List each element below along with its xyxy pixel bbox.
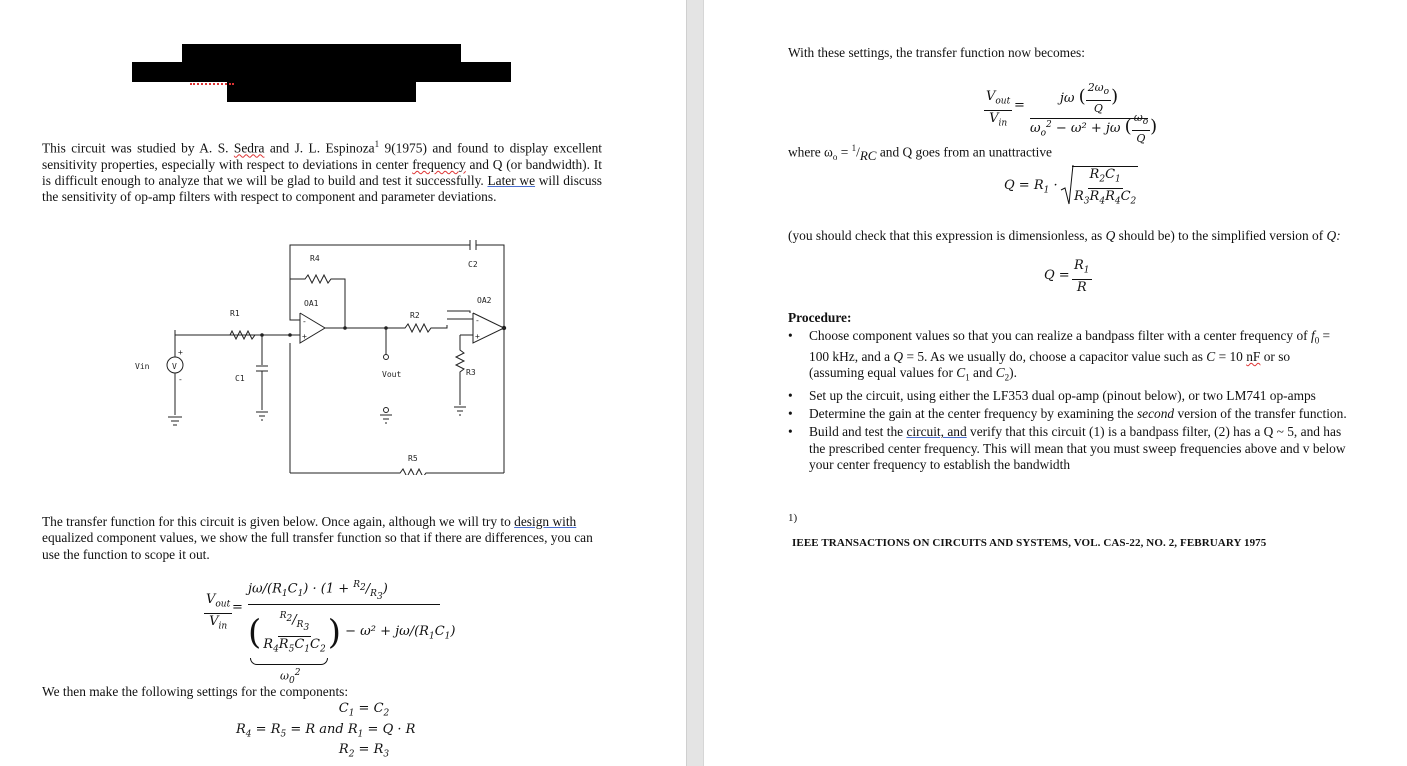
label-oa1-plus: +: [302, 332, 307, 341]
label-oa2: OA2: [477, 296, 492, 305]
label-c2: C2: [468, 260, 478, 269]
label-r5: R5: [408, 454, 418, 463]
junction-dot: [502, 326, 506, 330]
label-r4: R4: [310, 254, 320, 263]
ground-symbol-vout: [380, 415, 392, 423]
junction-dot: [260, 333, 264, 337]
transfer-paragraph: The transfer function for this circuit is given below. Once again, although we will try to design with equalized component values, we show the full transfer function so that if there are differences, you can use the function to scope it out.: [42, 514, 593, 562]
wire-oa2-feedback: [447, 311, 470, 313]
junction-dot: [384, 326, 388, 330]
label-vin-plus: +: [178, 348, 183, 357]
settings-lead: With these settings, the transfer function now becomes:: [788, 45, 1085, 60]
list-item: • Determine the gain at the center frequency by examining the second version of the transfer function.: [788, 406, 1347, 422]
dimensionless-check: (you should check that this expression is dimensionless, as Q should be) to the simplified version of Q:: [788, 228, 1341, 243]
resistor-r2: [345, 324, 447, 332]
junction-dot: [288, 333, 292, 337]
redacted-title-block: [227, 80, 416, 102]
underbrace: [250, 658, 328, 665]
page-gutter: [686, 0, 704, 766]
redacted-title-block: [132, 62, 511, 82]
list-item: • Choose component values so that you can realize a bandpass filter with a center frequency of $f_0 = 100$ kHz, and a Q = 5. As we usually do, choose a capacitor value such as C = 10 nF or so (assuming equal values for $C_1$ and $C_2$).: [788, 328, 1331, 383]
document-page-right[interactable]: [704, 0, 1407, 766]
label-r2: R2: [410, 311, 420, 320]
label-oa2-minus: -: [475, 316, 480, 325]
label-vin: Vin: [135, 362, 150, 371]
label-oa1-minus: -: [302, 317, 307, 326]
label-c1: C1: [235, 374, 245, 383]
label-v: V: [172, 362, 177, 371]
junction-dot: [343, 326, 347, 330]
q-expression-full: $Q = R_1$ · $\frac{R_2C_1}{R_3R_4R_4C_2}$: [1004, 164, 1164, 208]
transfer-function-full: $V_{out}$ $V_{in}$ = $j\omega/(R_1C_1) \cdot (1 + ^{R_2}/_{R_3})$ ( $\frac{^{R_2}/_{R_3}}{R_4R_5C_1C_2}$ ) − $\omega^2 + j\omega/(R_1C_1)$ $\omega_0^2$: [206, 580, 456, 686]
label-oa1: OA1: [304, 299, 319, 308]
label-vin-minus: -: [178, 375, 183, 384]
q-expression-simple: Q = $\frac{R_1}{R}$: [1044, 258, 1090, 295]
label-oa2-plus: +: [475, 332, 480, 341]
ground-symbol-c1: [256, 412, 268, 420]
list-item: • Build and test the circuit, and verify that this circuit (1) is a bandpass filter, (2) has a Q ~ 5, and has the prescribed center frequency. This will mean that you must sweep frequencies above and v below your center frequency to establish the bandwidth: [788, 424, 1346, 472]
footnote-marker: 1): [788, 512, 798, 524]
label-r1: R1: [230, 309, 240, 318]
label-r3: R3: [466, 368, 476, 377]
procedure-list: [788, 328, 1348, 475]
vout-terminal: [384, 355, 389, 360]
resistor-r3: [456, 335, 464, 405]
ground-symbol-r3: [454, 407, 466, 415]
wire-top-feedback: [290, 245, 470, 295]
wire-input-node: [175, 330, 300, 335]
spellcheck-mark: [190, 80, 234, 85]
transfer-function-simplified: $V_{out}$ $V_{in}$ = jω ( $\frac{2\omega_o}{Q}$ ) $\omega_o^2 - \omega^2 + j\omega$ ( $\frac{\omega_o}{Q}$ ): [986, 81, 1158, 146]
redacted-title-block: [182, 44, 461, 64]
where-line: where $\omega_o = ^1/_{RC}$ and Q goes from an unattractive: [788, 143, 1052, 164]
vout-gnd-terminal: [384, 408, 389, 413]
settings-intro: We then make the following settings for the components:: [42, 684, 349, 699]
component-settings: $C_1 = C_2$ $R_4 = R_5 = R$ and $R_1 = Q \cdot R$ $R_2 = R_3$: [236, 701, 416, 760]
intro-paragraph: This circuit was studied by A. S. Sedra and J. L. Espinoza$^1$ 9(1975) and found to display excellent sensitivity properties, especially with respect to deviations in center frequency and Q (or bandwidth). It is difficult enough to analyze that we will be glad to build and test it successfully. Later we will discuss the sensitivity of op-amp filters with respect to component and parameter deviations.: [42, 139, 602, 205]
list-item: • Set up the circuit, using either the LF353 dual op-amp (pinout below), or two LM741 op-amps: [788, 387, 1316, 403]
resistor-r5: [290, 469, 504, 475]
wire-c2-out: [476, 245, 504, 473]
ground-symbol-vin: [168, 417, 182, 425]
wire-oa1-in: [290, 295, 300, 320]
label-vout: Vout: [382, 370, 402, 379]
ieee-citation: IEEE TRANSACTIONS ON CIRCUITS AND SYSTEMS, VOL. CAS-22, NO. 2, FEBRUARY 1975: [792, 537, 1267, 549]
procedure-heading: Procedure:: [788, 310, 852, 325]
document-page-left[interactable]: [0, 0, 686, 766]
bandpass-filter-schematic: [120, 235, 540, 475]
